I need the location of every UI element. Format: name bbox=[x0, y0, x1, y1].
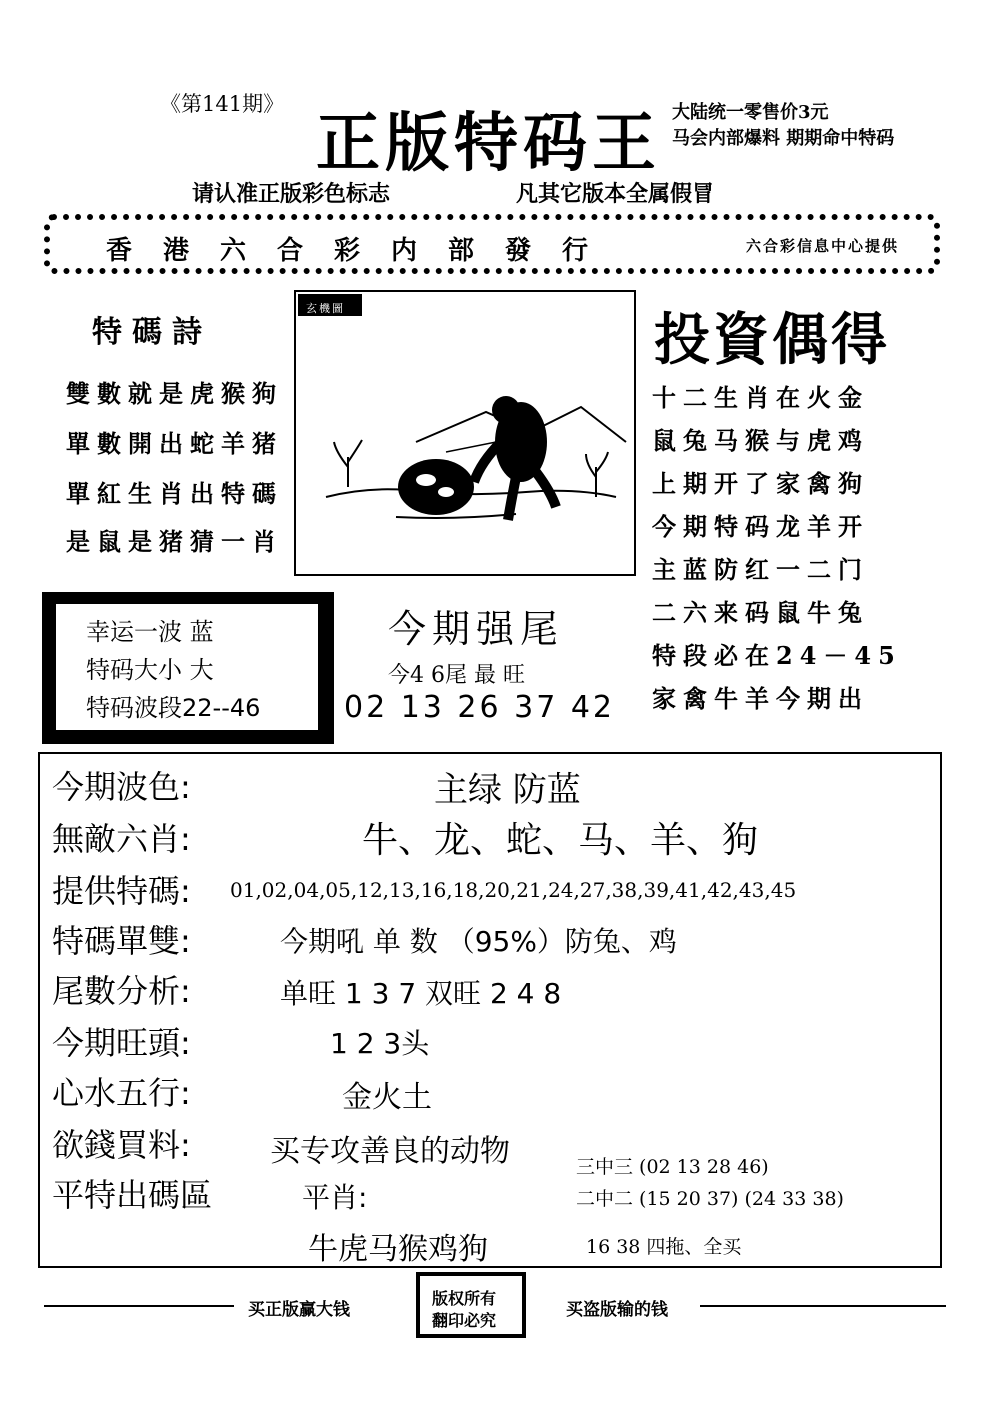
rich-material-label: 欲錢買料: bbox=[52, 1126, 191, 1164]
poem-line: 單數開出蛇羊猪 bbox=[66, 429, 283, 458]
special-numbers-label: 提供特碼: bbox=[52, 872, 191, 910]
footer-rule-left bbox=[44, 1305, 234, 1307]
invest-line: 今期特码龙羊开 bbox=[652, 512, 869, 541]
invest-line: 二六来码鼠牛兔 bbox=[652, 598, 869, 627]
tail-analysis-label: 尾數分析: bbox=[52, 972, 191, 1010]
footer-left-slogan: 买正版赢大钱 bbox=[248, 1300, 350, 1320]
six-zodiac-label: 無敵六肖: bbox=[52, 820, 191, 858]
footer-rule-right bbox=[700, 1305, 946, 1307]
five-elements-value: 金火土 bbox=[342, 1080, 432, 1115]
publisher-banner bbox=[44, 214, 940, 274]
lucky-box bbox=[42, 592, 334, 744]
combo-three: 三中三 (02 13 28 46) bbox=[576, 1156, 769, 1178]
verify-notice: 请认准正版彩色标志 bbox=[192, 181, 391, 207]
combo-drag: 16 38 四拖、全买 bbox=[586, 1236, 742, 1258]
strong-tail-sub: 今4 6尾 最 旺 bbox=[388, 663, 525, 688]
special-numbers-value: 01,02,04,05,12,13,16,18,20,21,24,27,38,39,41,42,43,45 bbox=[230, 878, 797, 902]
banner-sub-text: 六合彩信息中心提供 bbox=[746, 237, 900, 255]
poem-title: 特碼詩 bbox=[92, 315, 212, 350]
ape-boulder-illustration bbox=[296, 292, 634, 574]
lucky-size: 特码大小 大 bbox=[86, 656, 214, 684]
invest-line: 主蓝防红一二门 bbox=[652, 555, 869, 584]
invest-line: 鼠兔马猴与虎鸡 bbox=[652, 426, 869, 455]
riddle-picture bbox=[294, 290, 636, 576]
prediction-table bbox=[38, 752, 942, 1268]
footer-right-slogan: 买盗版输的钱 bbox=[566, 1300, 668, 1320]
invest-title: 投資偶得 bbox=[654, 307, 890, 373]
flat-area-label: 平特出碼區 bbox=[52, 1176, 213, 1214]
poem-line: 是鼠是猪猜一肖 bbox=[66, 527, 283, 556]
picture-tag-text: 玄機圖 bbox=[306, 302, 345, 315]
flat-area-value: 平肖: bbox=[302, 1181, 368, 1214]
price-note: 大陆统一零售价3元 bbox=[672, 102, 829, 123]
lucky-range: 特码波段22--46 bbox=[86, 694, 261, 722]
invest-line: 十二生肖在火金 bbox=[652, 383, 869, 412]
strong-tail-title: 今期强尾 bbox=[388, 607, 565, 651]
lucky-box-inner bbox=[56, 604, 318, 730]
five-elements-label: 心水五行: bbox=[52, 1074, 191, 1112]
head-value: 1 2 3头 bbox=[330, 1027, 430, 1060]
tail-analysis-value: 单旺 1 3 7 双旺 2 4 8 bbox=[280, 977, 562, 1010]
poem-line: 單紅生肖出特碼 bbox=[66, 479, 283, 508]
invest-line: 家禽牛羊今期出 bbox=[652, 684, 869, 713]
issue-number: 《第141期》 bbox=[160, 92, 285, 116]
wave-color-value: 主绿 防蓝 bbox=[434, 770, 581, 810]
copyright-line1: 版权所有 bbox=[432, 1289, 497, 1308]
flat-zodiac-value: 牛虎马猴鸡狗 bbox=[308, 1232, 488, 1267]
rich-material-value: 买专攻善良的动物 bbox=[270, 1134, 510, 1169]
insider-note: 马会内部爆料 期期命中特码 bbox=[672, 128, 895, 149]
copyright-box bbox=[416, 1272, 526, 1338]
copyright-line2: 翻印必究 bbox=[432, 1311, 497, 1330]
wave-color-label: 今期波色: bbox=[52, 768, 191, 806]
odd-even-label: 特碼單雙: bbox=[52, 922, 191, 960]
poem-line: 雙數就是虎猴狗 bbox=[66, 379, 283, 408]
combo-two: 二中二 (15 20 37) (24 33 38) bbox=[576, 1188, 844, 1210]
banner-main-text: 香港六合彩内部發行 bbox=[106, 236, 620, 266]
invest-line: 上期开了家禽狗 bbox=[652, 469, 869, 498]
odd-even-value: 今期吼 单 数 （95%）防兔、鸡 bbox=[280, 925, 677, 958]
head-label: 今期旺頭: bbox=[52, 1024, 191, 1062]
lucky-wave: 幸运一波 蓝 bbox=[86, 618, 214, 646]
page-title: 正版特码王 bbox=[316, 106, 661, 181]
invest-line: 特段必在24－45 bbox=[652, 641, 902, 670]
counterfeit-notice: 凡其它版本全属假冒 bbox=[516, 181, 715, 207]
six-zodiac-value: 牛、龙、蛇、马、羊、狗 bbox=[362, 820, 759, 861]
strong-tail-numbers: 02 13 26 37 42 bbox=[344, 690, 616, 725]
